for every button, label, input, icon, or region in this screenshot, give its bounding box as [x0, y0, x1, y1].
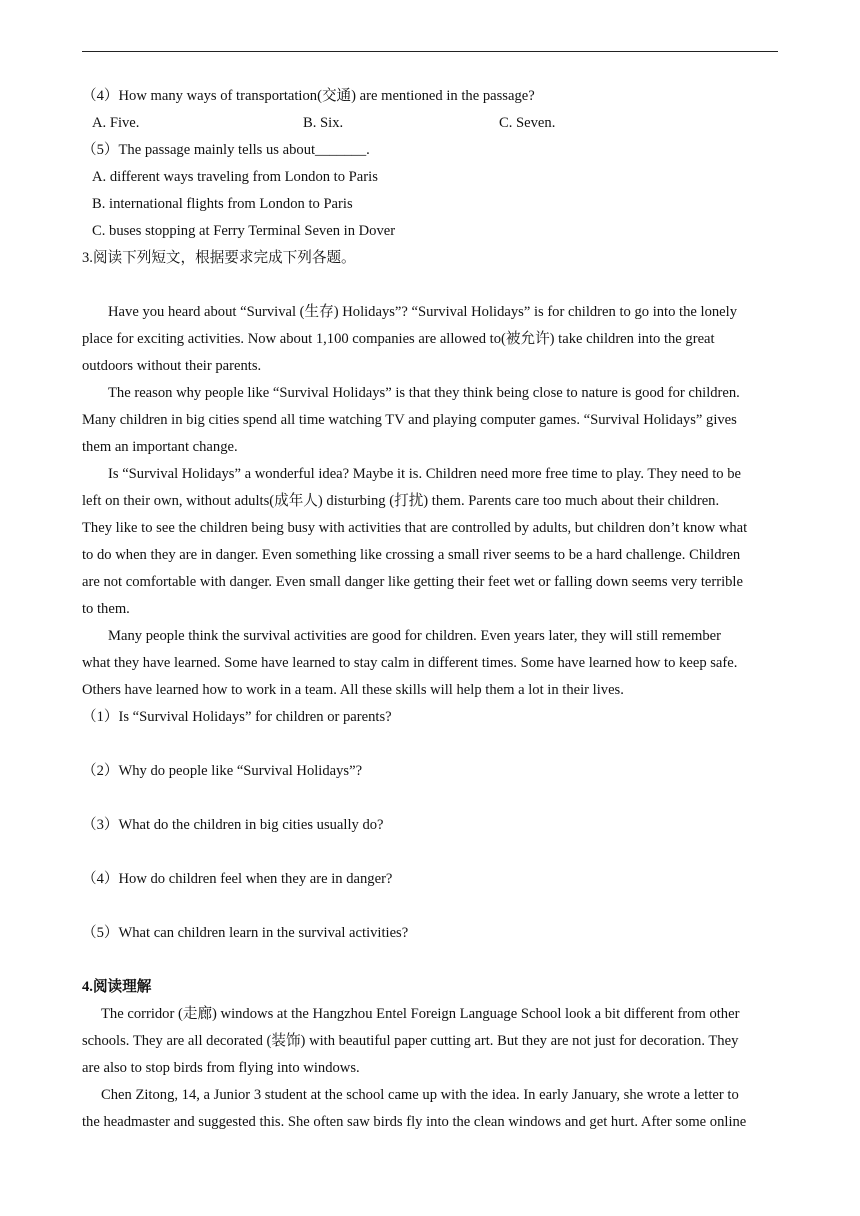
passage-line: are also to stop birds from flying into windows. [82, 1060, 360, 1076]
section-4-heading: 4.阅读理解 [82, 979, 152, 995]
option-5b: B. international flights from London to Paris [92, 196, 353, 212]
passage-line: what they have learned. Some have learned to stay calm in different times. Some have learned how to keep safe. [82, 655, 738, 671]
sec3-question-2: （2）Why do people like “Survival Holidays”? [82, 763, 363, 779]
option-5a: A. different ways traveling from London to Paris [92, 169, 378, 185]
passage-line: to them. [82, 601, 130, 617]
passage-line: are not comfortable with danger. Even small danger like getting their feet wet or falling down seems very terrible [82, 574, 743, 590]
passage-line: Many people think the survival activities are good for children. Even years later, they will still remember [108, 628, 721, 644]
question-4: （4）How many ways of transportation(交通) are mentioned in the passage? [82, 88, 535, 104]
passage-line: The corridor (走廊) windows at the Hangzhou Entel Foreign Language School look a bit different from other [101, 1006, 740, 1022]
passage-line: outdoors without their parents. [82, 358, 262, 374]
option-4a: A. Five. [92, 115, 140, 131]
question-5: （5）The passage mainly tells us about_______. [82, 142, 370, 158]
sec3-question-3: （3）What do the children in big cities usually do? [82, 817, 384, 833]
passage-line: Many children in big cities spend all time watching TV and playing computer games. “Survival Holidays” gives [82, 412, 737, 428]
section-3-heading: 3.阅读下列短文，根据要求完成下列各题。 [82, 250, 356, 266]
sec3-question-1: （1）Is “Survival Holidays” for children or parents? [82, 709, 392, 725]
passage-line: Others have learned how to work in a team. All these skills will help them a lot in their lives. [82, 682, 624, 698]
passage-line: to do when they are in danger. Even something like crossing a small river seems to be a hard challenge. Children [82, 547, 741, 563]
option-4c: C. Seven. [499, 115, 556, 131]
passage-line: them an important change. [82, 439, 238, 455]
option-5c: C. buses stopping at Ferry Terminal Seven in Dover [92, 223, 396, 239]
passage-line: place for exciting activities. Now about 1,100 companies are allowed to(被允许) take children into the great [82, 331, 715, 347]
passage-line: The reason why people like “Survival Holidays” is that they think being close to nature is good for children. [108, 385, 740, 401]
passage-line: left on their own, without adults(成年人) disturbing (打扰) them. Parents care too much about their children. [82, 493, 720, 509]
option-4b: B. Six. [303, 115, 344, 131]
sec3-question-5: （5）What can children learn in the survival activities? [82, 925, 409, 941]
passage-line: They like to see the children being busy with activities that are controlled by adults, but children don’t know what [82, 520, 748, 536]
passage-line: Is “Survival Holidays” a wonderful idea? Maybe it is. Children need more free time to play. They need to be [108, 466, 742, 482]
passage-line: Chen Zitong, 14, a Junior 3 student at the school came up with the idea. In early January, she wrote a letter to [101, 1087, 739, 1103]
passage-line: schools. They are all decorated (装饰) with beautiful paper cutting art. But they are not just for decoration. They [82, 1033, 739, 1049]
header-rule [82, 51, 778, 52]
passage-line: Have you heard about “Survival (生存) Holidays”? “Survival Holidays” is for children to go into the lonely [108, 304, 737, 320]
passage-line: the headmaster and suggested this. She often saw birds fly into the clean windows and get hurt. After some online [82, 1114, 747, 1130]
sec3-question-4: （4）How do children feel when they are in danger? [82, 871, 393, 887]
